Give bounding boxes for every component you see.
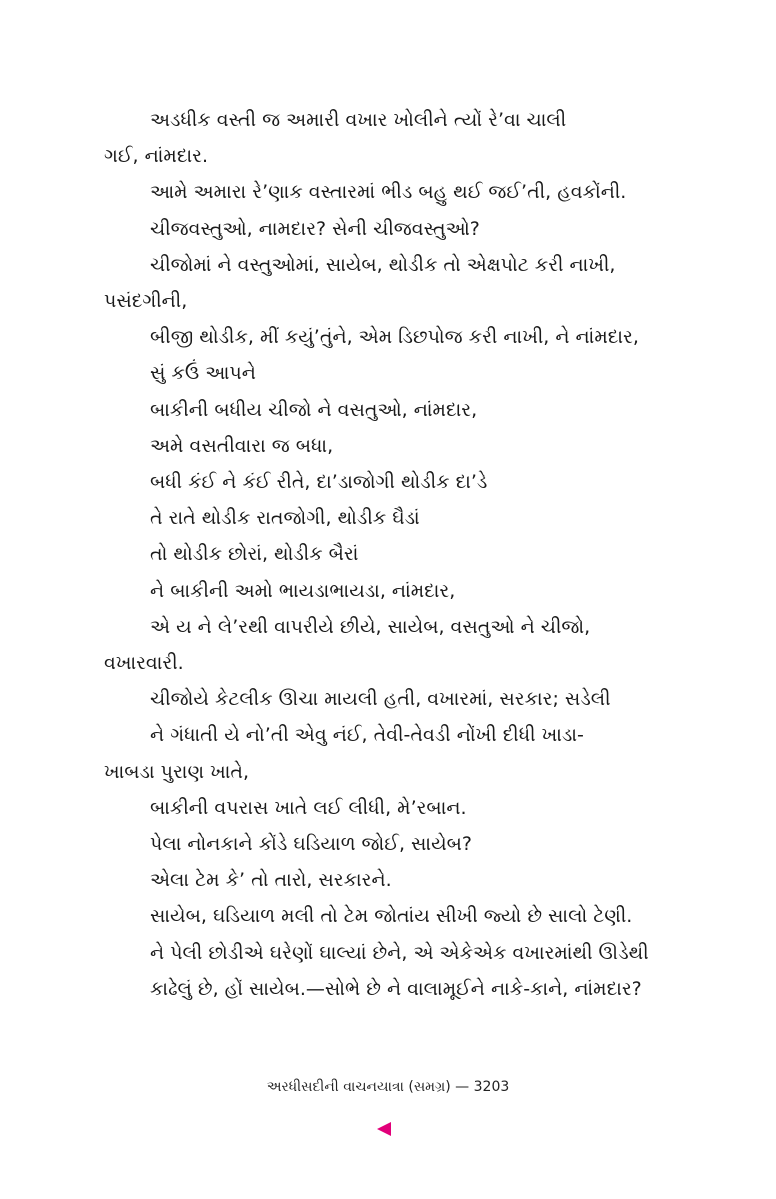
text-line: ને ગંધાતી યે નો’તી એવુ નંઈ, તેવી-તેવડી નોંખી દીધી ખાડા- bbox=[150, 724, 584, 747]
text-line: ચીજોમાં ને વસ્તુઓમાં, સાયેબ, થોડીક તો એક્ષપોટ કરી નાખી, bbox=[150, 253, 616, 276]
text-line: ને બાકીની અમો ભાયડાભાયડા, નાંમદાર, bbox=[150, 579, 456, 602]
text-line: કાઢેલું છે, હોં સાયેબ.—સોભે છે ને વાલામૂઈને નાકે-કાને, નાંમદાર? bbox=[150, 977, 642, 1000]
text-line: ખાબડા પુરાણ ખાતે, bbox=[104, 760, 249, 783]
text-line: બાકીની વપરાસ ખાતે લઈ લીધી, મે’રબાન. bbox=[150, 796, 467, 819]
text-line: ગઈ, નાંમદાર. bbox=[104, 145, 208, 168]
text-line: બીજી થોડીક, મીં કયું’તુંને, એમ ડિછપોજ કરી નાખી, ને નાંમદાર, bbox=[150, 326, 639, 349]
body-text bbox=[104, 102, 672, 1007]
text-line: સું કઉં આપને bbox=[150, 362, 256, 385]
text-line: પસંદગીની, bbox=[104, 290, 188, 313]
text-line: બાકીની બધીય ચીજો ને વસતુઓ, નાંમદાર, bbox=[150, 398, 478, 421]
text-line: અમે વસતીવારા જ બધા, bbox=[150, 434, 334, 457]
text-line: ચીજવસ્તુઓ, નામદાર? સેની ચીજવસ્તુઓ? bbox=[150, 217, 480, 240]
text-line: આમે અમારા રે’ણાક વસ્તારમાં ભીડ બહુ થઈ જઈ’તી, હવકોંની. bbox=[150, 181, 627, 204]
page-footer: અરધીસદીની વાચનયાત્રા (સમગ્ર) — 3203 bbox=[266, 1079, 510, 1095]
text-line: એ ય ને લે’રથી વાપરીયે છીયે, સાયેબ, વસતુઓ ને ચીજો, bbox=[150, 615, 591, 638]
text-line: તે રાતે થોડીક રાતજોગી, થોડીક ઘૈડાં bbox=[150, 507, 420, 530]
text-line: તો થોડીક છોરાં, થોડીક બૈરાં bbox=[150, 543, 359, 566]
text-line: વખારવારી. bbox=[104, 652, 184, 675]
text-line: બધી કંઈ ને કંઈ રીતે, દા’ડાજોગી થોડીક દા’ડે bbox=[150, 471, 488, 494]
text-line: ને પેલી છોડીએ ઘરેણોં ઘાલ્યાં છેને, એ એકેએક વખારમાંથી ઊડેથી bbox=[150, 941, 649, 964]
text-line: પેલા નોનકાને કોંડે ઘડિયાળ જોઈ, સાયેબ? bbox=[150, 833, 472, 856]
previous-page-icon[interactable] bbox=[377, 1122, 391, 1136]
text-line: સાયેબ, ઘડિયાળ મલી તો ટેમ જોતાંય સીખી જ્યો છે સાલો ટેણી. bbox=[150, 905, 633, 928]
text-line: ચીજોયે કેટલીક ઊચા માયલી હતી, વખારમાં, સરકાર; સડેલી bbox=[150, 688, 611, 711]
text-line: અડધીક વસ્તી જ અમારી વખાર ખોલીને ત્યોં રે’વા ચાલી bbox=[150, 109, 567, 131]
text-line: એલા ટેમ કે’ તો તારો, સરકારને. bbox=[150, 869, 392, 892]
